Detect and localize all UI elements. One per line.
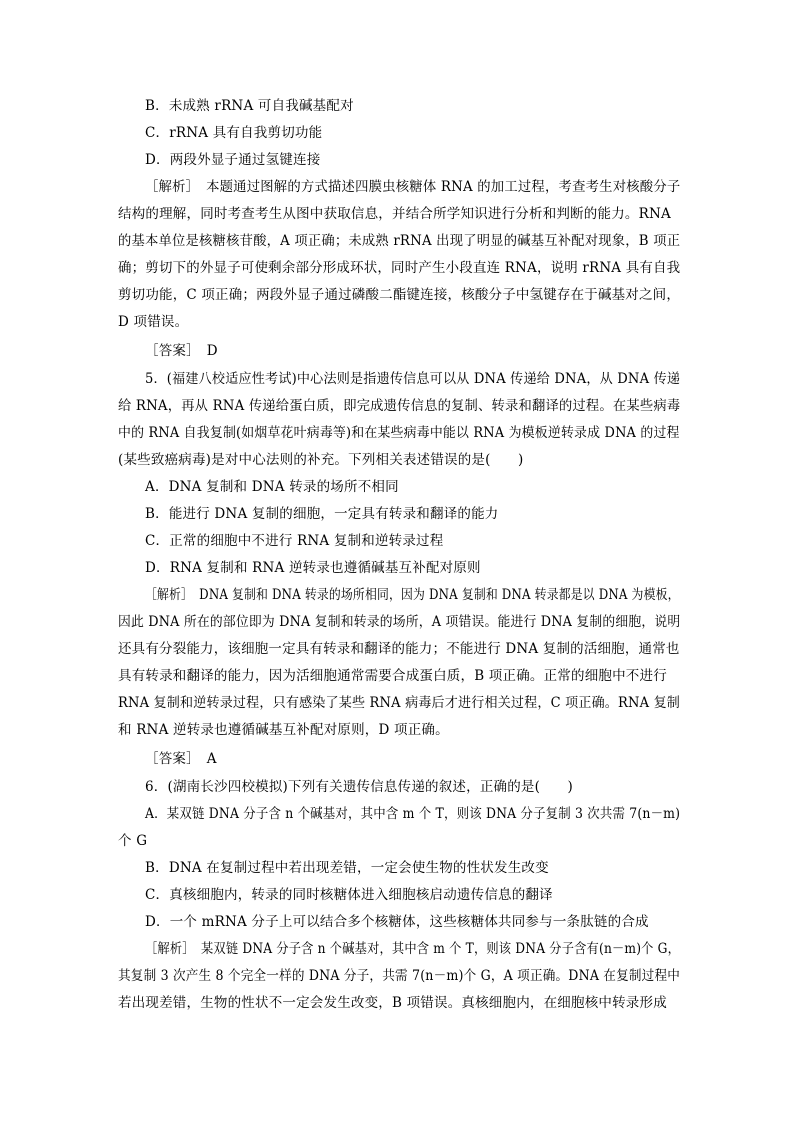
q5-analysis-line-3: 还具有分裂能力，该细胞一定具有转录和翻译的能力；不能进行 DNA 复制的活细胞，通常也 bbox=[118, 641, 680, 657]
q5-option-d: D．RNA 复制和 RNA 逆转录也遵循碱基互补配对原则 bbox=[145, 560, 481, 576]
q5-analysis-line-2: 因此 DNA 所在的部位即为 DNA 复制和转录的场所，A 项错误。能进行 DNA 复制的细胞，说明 bbox=[118, 614, 681, 630]
q4-option-b: B．未成熟 rRNA 可自我碱基配对 bbox=[145, 98, 354, 114]
q6-option-c: C．真核细胞内，转录的同时核糖体进入细胞核启动遗传信息的翻译 bbox=[145, 887, 553, 903]
q6-option-a-line-2: 个 G bbox=[118, 833, 148, 849]
q6-option-a-line-1: A．某双链 DNA 分子含 n 个碱基对，其中含 m 个 T，则该 DNA 分子复制 3 次共需 7(n－m) bbox=[145, 806, 681, 822]
q4-analysis-line-2: 结构的理解，同时考查考生从图中获取信息，并结合所学知识进行分析和判断的能力。RNA bbox=[118, 206, 671, 222]
q4-option-d: D．两段外显子通过氢键连接 bbox=[145, 152, 321, 168]
q4-analysis-line-3: 的基本单位是核糖核苷酸，A 项正确；未成熟 rRNA 出现了明显的碱基互补配对现象，B 项正 bbox=[118, 233, 681, 249]
q4-analysis-line-6: D 项错误。 bbox=[118, 314, 189, 330]
q4-option-c: C．rRNA 具有自我剪切功能 bbox=[145, 125, 323, 141]
q5-stem-line-2: 给 RNA，再从 RNA 传递给蛋白质，即完成遗传信息的复制、转录和翻译的过程。在某些病毒 bbox=[118, 398, 681, 414]
q5-answer: ［答案］ A bbox=[145, 751, 217, 767]
q6-stem: 6．(湖南长沙四校模拟)下列有关遗传信息传递的叙述，正确的是( ) bbox=[145, 779, 573, 795]
q6-analysis-line-2: 其复制 3 次产生 8 个完全一样的 DNA 分子，共需 7(n－m)个 G，A 项正确。DNA 在复制过程中 bbox=[118, 968, 681, 984]
q5-analysis-line-6: 和 RNA 逆转录也遵循碱基互补配对原则，D 项正确。 bbox=[118, 722, 449, 738]
q5-stem-line-1: 5．(福建八校适应性考试)中心法则是指遗传信息可以从 DNA 传递给 DNA，从 DNA 传递 bbox=[145, 371, 681, 387]
q5-analysis-line-1: ［解析］ DNA 复制和 DNA 转录的场所相同，因为 DNA 复制和 DNA 转录都是以 DNA 为模板， bbox=[145, 587, 680, 603]
q6-analysis-line-1: ［解析］ 某双链 DNA 分子含 n 个碱基对，其中含 m 个 T，则该 DNA 分子含有(n－m)个 G， bbox=[145, 941, 681, 957]
q5-option-a: A．DNA 复制和 DNA 转录的场所不相同 bbox=[145, 479, 399, 495]
q5-stem-line-3: 中的 RNA 自我复制(如烟草花叶病毒等)和在某些病毒中能以 RNA 为模板逆转录成 DNA 的过程 bbox=[118, 425, 680, 441]
q6-option-d: D．一个 mRNA 分子上可以结合多个核糖体，这些核糖体共同参与一条肽链的合成 bbox=[145, 914, 649, 930]
q5-option-b: B．能进行 DNA 复制的细胞，一定具有转录和翻译的能力 bbox=[145, 506, 499, 522]
q6-analysis-line-3: 若出现差错，生物的性状不一定会发生改变，B 项错误。真核细胞内，在细胞核中转录形成 bbox=[118, 995, 667, 1011]
q4-analysis-line-4: 确；剪切下的外显子可使剩余部分形成环状，同时产生小段直连 RNA，说明 rRNA 具有自我 bbox=[118, 260, 681, 276]
q4-analysis-line-5: 剪切功能，C 项正确；两段外显子通过磷酸二酯键连接，核酸分子中氢键存在于碱基对之间， bbox=[118, 287, 681, 303]
q5-analysis-line-4: 具有转录和翻译的能力，因为活细胞通常需要合成蛋白质，B 项正确。正常的细胞中不进行 bbox=[118, 668, 667, 684]
q4-analysis-line-1: ［解析］ 本题通过图解的方式描述四膜虫核糖体 RNA 的加工过程，考查考生对核酸分子 bbox=[145, 179, 681, 195]
q4-answer: ［答案］ D bbox=[145, 343, 218, 359]
q5-stem-line-4: (某些致癌病毒)是对中心法则的补充。下列相关表述错误的是( ) bbox=[118, 452, 524, 468]
q5-option-c: C．正常的细胞中不进行 RNA 复制和逆转录过程 bbox=[145, 533, 444, 549]
q6-option-b: B．DNA 在复制过程中若出现差错，一定会使生物的性状发生改变 bbox=[145, 860, 549, 876]
q5-analysis-line-5: RNA 复制和逆转录过程，只有感染了某些 RNA 病毒后才进行相关过程，C 项正确。RNA 复制 bbox=[118, 695, 681, 711]
